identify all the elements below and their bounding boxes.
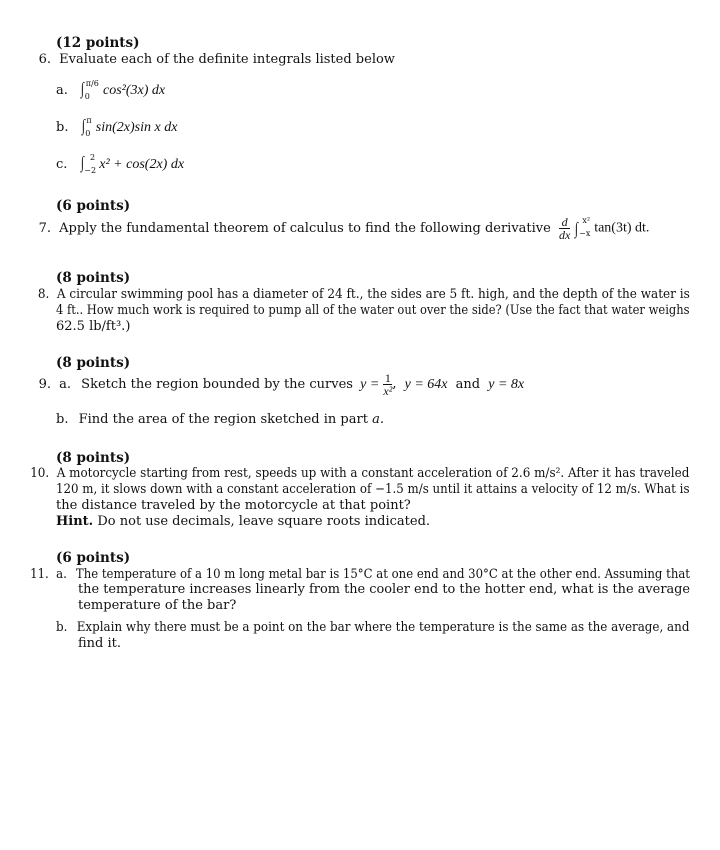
q9-points: (8 points) xyxy=(56,355,131,371)
q9-curve2: y = 64x xyxy=(404,376,448,392)
q6b xyxy=(56,118,177,137)
q9b xyxy=(56,412,384,428)
q10-text1: A motorcycle starting from rest, speeds up with a constant acceleration of 2.6 m/s². After it has traveled xyxy=(56,466,690,481)
integral-sign-icon: ∫ xyxy=(575,218,579,238)
q6c-upper: 2 xyxy=(90,153,96,162)
q9a-text: Sketch the region bounded by the curves xyxy=(81,376,353,392)
q11a-line1 xyxy=(29,567,690,583)
q11b-label: b. xyxy=(56,620,68,635)
q11b-line1 xyxy=(56,620,689,636)
q6-points: (12 points) xyxy=(56,35,140,51)
q6a-label: a. xyxy=(56,83,68,98)
q8-text1: A circular swimming pool has a diameter of 24 ft., the sides are 5 ft. high, and the depth of the water is xyxy=(56,287,690,302)
q6b-label: b. xyxy=(56,120,69,135)
q9b-text: Find the area of the region sketched in part xyxy=(78,412,368,427)
q9b-part: a. xyxy=(372,412,384,427)
integral-sign-icon: ∫ xyxy=(80,79,85,98)
q11a-line3: temperature of the bar? xyxy=(78,598,237,613)
q8-line3: 62.5 lb/ft³.) xyxy=(56,319,131,334)
q10-number: 10. xyxy=(30,466,50,481)
q6c-integrand: x² + cos(2x) dx xyxy=(99,157,185,172)
q7-lower: −x xyxy=(579,228,591,238)
q11a-line2: the temperature increases linearly from the cooler end to the hotter end, what is the average xyxy=(78,582,691,597)
q7-points: (6 points) xyxy=(56,198,131,214)
q6c xyxy=(56,155,184,174)
q9-number: 9. xyxy=(38,376,51,392)
q10-hint-label: Hint. xyxy=(56,514,94,529)
q8-line2: 4 ft.. How much work is required to pump all of the water out over the side? (Use the fact that water weighs xyxy=(56,303,690,318)
q11-points: (6 points) xyxy=(56,550,131,566)
q8-line1 xyxy=(29,287,690,303)
q11-number: 11. xyxy=(30,567,49,582)
q8-points: (8 points) xyxy=(56,270,131,286)
q10-line3: the distance traveled by the motorcycle at that point? xyxy=(56,498,411,513)
q9-and: and xyxy=(455,376,481,392)
q6-number: 6. xyxy=(38,52,51,67)
q7-frac-den: dx xyxy=(558,228,571,242)
q9b-label: b. xyxy=(56,412,69,427)
q10-line1 xyxy=(29,466,689,482)
q6a-lower: 0 xyxy=(84,92,90,101)
q11a-label: a. xyxy=(56,567,67,582)
q6c-lower: −2 xyxy=(84,166,97,175)
integral-sign-icon: ∫ xyxy=(81,116,85,135)
q11b-text1: Explain why there must be a point on the bar where the temperature is the same as the average, and xyxy=(76,620,690,635)
q9a: 9. a. Sketch the region bounded by the curves y = $\frac{1}{\text{x²}}$ , y = 64x and y = 8x xyxy=(29,372,524,402)
q6b-lower: 0 xyxy=(85,129,91,138)
q7-derivative-fraction xyxy=(559,216,570,241)
q6a-integrand: cos²(3x) dx xyxy=(102,83,166,98)
q6b-integrand: sin(2x)sin x dx xyxy=(95,120,178,135)
q10-line2: 120 m, it slows down with a constant acceleration of −1.5 m/s until it attains a velocity of 12 m/s. What is xyxy=(56,482,690,497)
q9-curve1-den: x² xyxy=(383,384,393,398)
q10-hint xyxy=(56,514,430,530)
q6-prompt: Evaluate each of the definite integrals listed below xyxy=(59,52,395,67)
q6a-upper: π/6 xyxy=(85,79,99,88)
q10-points: (8 points) xyxy=(56,450,131,466)
q6c-label: c. xyxy=(56,157,68,172)
q11b-line2: find it. xyxy=(78,636,122,651)
q10-hint-text: Do not use decimals, leave square roots indicated. xyxy=(97,514,431,529)
q6-prompt-line xyxy=(29,52,395,68)
q6a xyxy=(56,81,165,100)
q11a-text1: The temperature of a 10 m long metal bar is 15°C at one end and 30°C at the other end. Assuming that xyxy=(75,567,691,582)
q7-line xyxy=(29,216,649,246)
q6b-upper: π xyxy=(86,116,92,125)
q9a-label: a. xyxy=(59,376,72,392)
q8-number: 8. xyxy=(37,287,50,302)
q7-upper: x² xyxy=(582,215,591,225)
q7-prompt: Apply the fundamental theorem of calculus to find the following derivative xyxy=(59,220,551,236)
q9-curve1-lhs: y = xyxy=(360,376,380,392)
q7-number: 7. xyxy=(38,220,51,236)
q9-curve1-num: 1 xyxy=(384,371,391,385)
q7-frac-num: d xyxy=(559,216,570,229)
integral-sign-icon: ∫ xyxy=(80,153,84,172)
q7-integrand: tan(3t) dt. xyxy=(594,220,650,236)
q9-curve3: y = 8x xyxy=(488,376,525,392)
